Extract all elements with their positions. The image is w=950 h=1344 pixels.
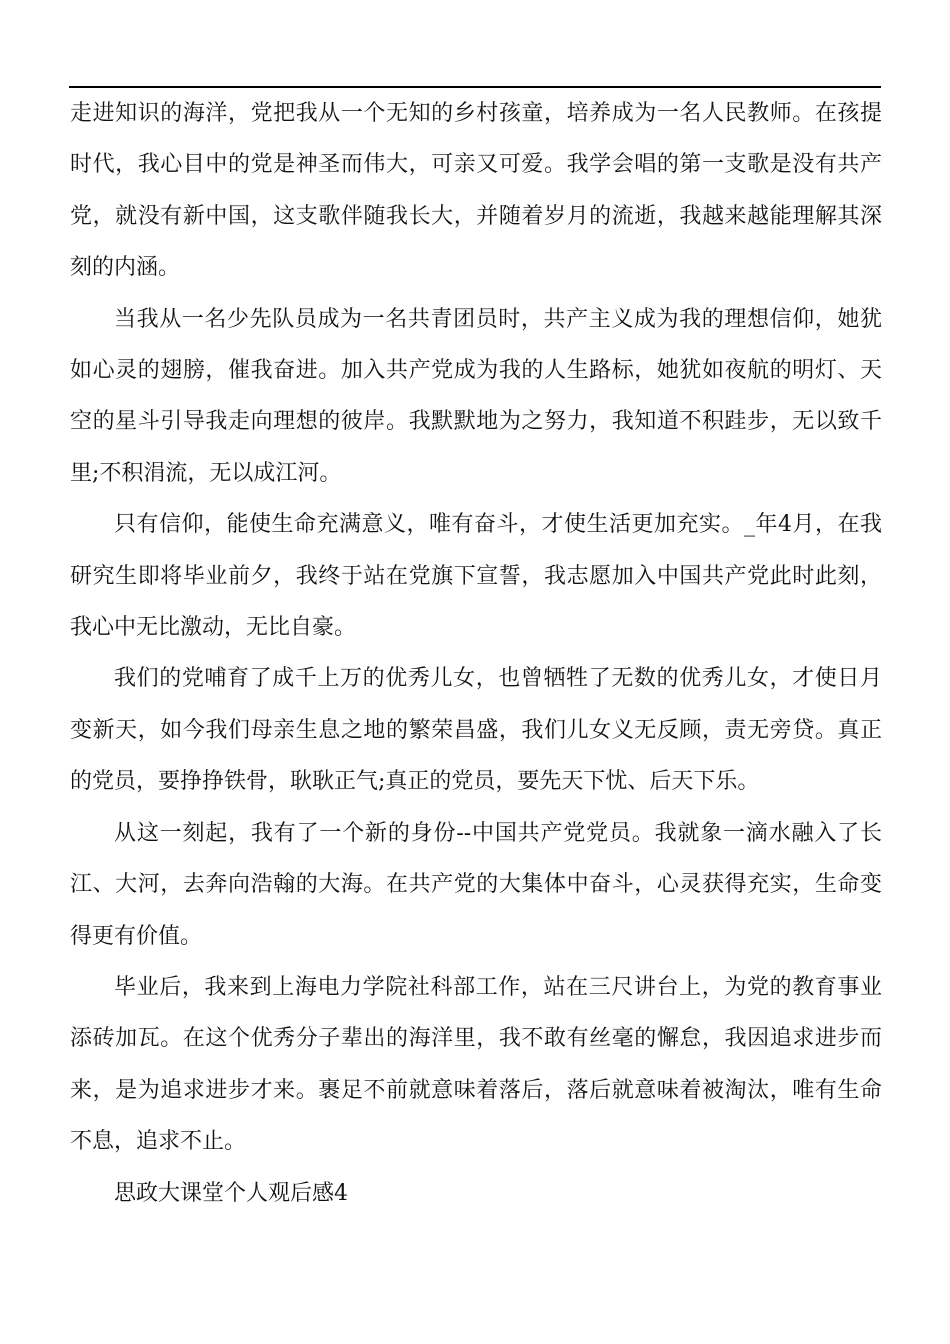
paragraph: 当我从一名少先队员成为一名共青团员时，共产主义成为我的理想信仰，她犹如心灵的翅膀，催我奋进。加入共产党成为我的人生路标，她犹如夜航的明灯、天空的星斗引导我走向理想的彼岸。我默默地为之努力，我知道不积跬步，无以致千里;不积涓流，无以成江河。 <box>70 306 882 486</box>
section-heading: 思政大课堂个人观后感4 <box>114 1180 348 1206</box>
paragraph: 只有信仰，能使生命充满意义，唯有奋斗，才使生活更加充实。_年4月，在我研究生即将毕业前夕，我终于站在党旗下宣誓，我志愿加入中国共产党此时此刻，我心中无比激动，无比自豪。 <box>70 512 882 641</box>
paragraph: 毕业后，我来到上海电力学院社科部工作，站在三尺讲台上，为党的教育事业添砖加瓦。在这个优秀分子辈出的海洋里，我不敢有丝毫的懈怠，我因追求进步而来，是为追求进步才来。裹足不前就意味着落后，落后就意味着被淘汰，唯有生命不息，追求不止。 <box>70 974 882 1155</box>
paragraph: 我们的党哺育了成千上万的优秀儿女，也曾牺牲了无数的优秀儿女，才使日月变新天，如今我们母亲生息之地的繁荣昌盛，我们儿女义无反顾，责无旁贷。真正的党员，要挣挣铁骨，耿耿正气;真正的党员，要先天下忧、后天下乐。 <box>70 666 882 795</box>
document-body <box>70 88 882 1219</box>
paragraph-continuation: 走进知识的海洋，党把我从一个无知的乡村孩童，培养成为一名人民教师。在孩提时代，我心目中的党是神圣而伟大，可亲又可爱。我学会唱的第一支歌是没有共产党，就没有新中国，这支歌伴随我长大，并随着岁月的流逝，我越来越能理解其深刻的内涵。 <box>70 101 882 281</box>
paragraph: 从这一刻起，我有了一个新的身份--中国共产党党员。我就象一滴水融入了长江、大河，去奔向浩翰的大海。在共产党的大集体中奋斗，心灵获得充实，生命变得更有价值。 <box>70 820 882 949</box>
